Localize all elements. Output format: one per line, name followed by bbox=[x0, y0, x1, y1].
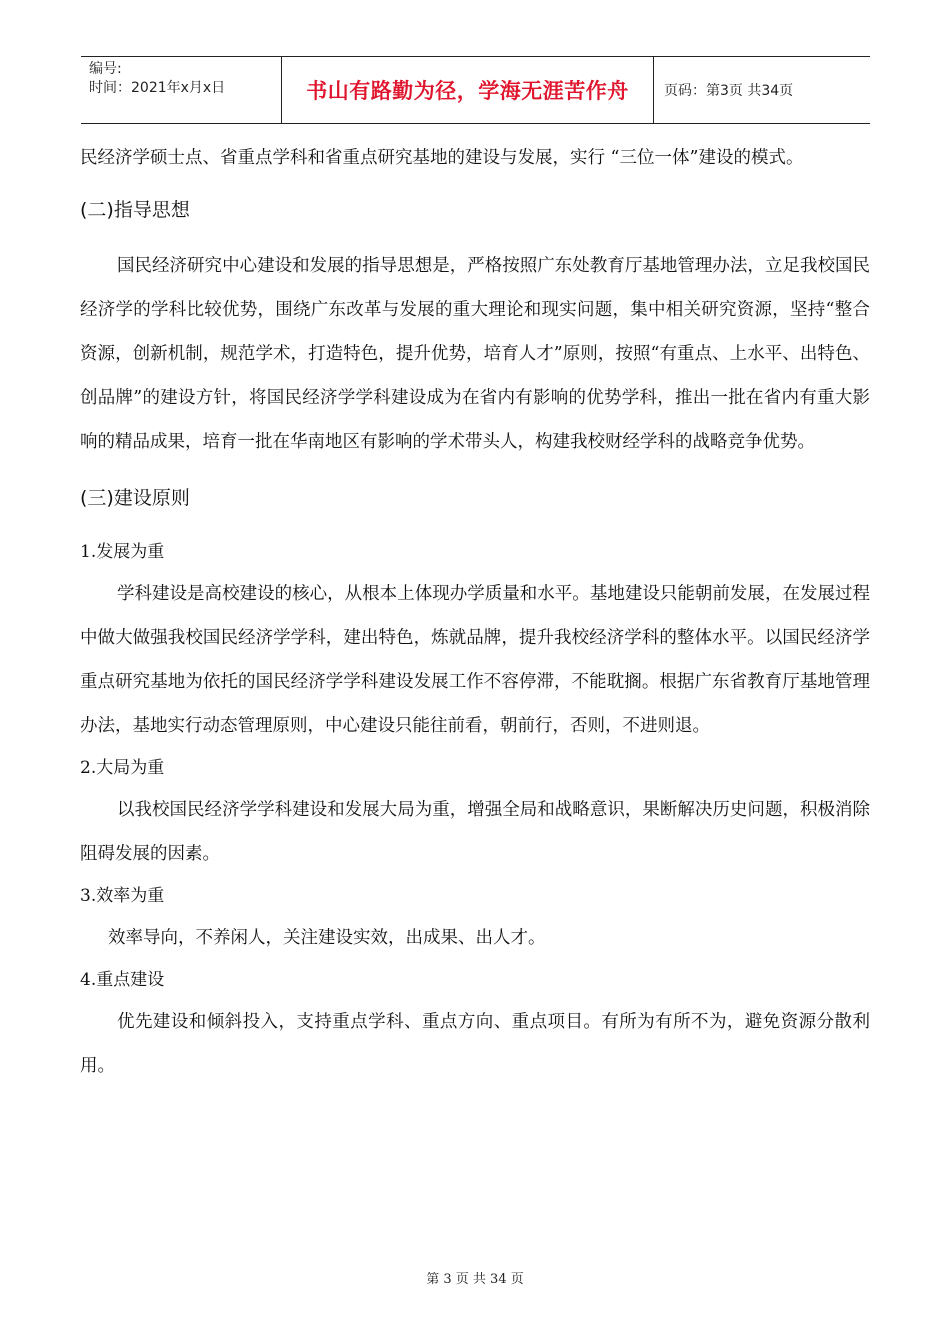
subheading-overall-situation: 2.大局为重 bbox=[80, 758, 165, 778]
header-page-number: 页码：第3页 共34页 bbox=[664, 83, 794, 99]
paragraph-key-construction: 优先建设和倾斜投入，支持重点学科、重点方向、重点项目。有所为有所不为，避免资源分散利用。 bbox=[80, 1012, 870, 1076]
paragraph-efficiency: 效率导向，不养闲人，关注建设实效，出成果、出人才。 bbox=[108, 928, 546, 948]
section-heading-guiding-ideology: (二)指导思想 bbox=[80, 199, 190, 221]
header-meta bbox=[81, 57, 281, 123]
page-footer: 第 3 页 共 34 页 bbox=[426, 1272, 524, 1287]
paragraph-continuation: 民经济学硕士点、省重点学科和省重点研究基地的建设与发展，实行 “三位一体”建设的模式。 bbox=[80, 148, 804, 168]
paragraph-development: 学科建设是高校建设的核心，从根本上体现办学质量和水平。基地建设只能朝前发展，在发展过程中做大做强我校国民经济学学科，建出特色，炼就品牌，提升我校经济学科的整体水平。以国民经济学重点研究基地为依托的国民经济学学科建设发展工作不容停滞，不能耽搁。根据广东省教育厅基地管理办法，基地实行动态管理原则，中心建设只能往前看，朝前行，否则，不进则退。 bbox=[80, 584, 870, 736]
document-time-label: 时间：2021年x月x日 bbox=[89, 80, 226, 96]
subheading-efficiency: 3.效率为重 bbox=[80, 886, 165, 906]
page-header bbox=[81, 56, 870, 124]
paragraph-guiding-ideology: 国民经济研究中心建设和发展的指导思想是，严格按照广东处教育厅基地管理办法，立足我校国民经济学的学科比较优势，围绕广东改革与发展的重大理论和现实问题，集中相关研究资源，坚持“整合资源，创新机制，规范学术，打造特色，提升优势，培育人才”原则，按照“有重点、上水平、出特色、创品牌”的建设方针，将国民经济学学科建设成为在省内有影响的优势学科，推出一批在省内有重大影响的精品成果，培育一批在华南地区有影响的学术带头人，构建我校财经学科的战略竞争优势。 bbox=[80, 256, 870, 452]
section-heading-principles: (三)建设原则 bbox=[80, 487, 190, 509]
paragraph-overall-situation: 以我校国民经济学学科建设和发展大局为重，增强全局和战略意识，果断解决历史问题，积极消除阻碍发展的因素。 bbox=[80, 800, 870, 864]
document-number-label: 编号: bbox=[89, 61, 122, 77]
subheading-key-construction: 4.重点建设 bbox=[80, 970, 165, 990]
document-body bbox=[80, 136, 870, 1088]
subheading-development: 1.发展为重 bbox=[80, 542, 165, 562]
header-motto: 书山有路勤为径，学海无涯苦作舟 bbox=[281, 57, 654, 123]
